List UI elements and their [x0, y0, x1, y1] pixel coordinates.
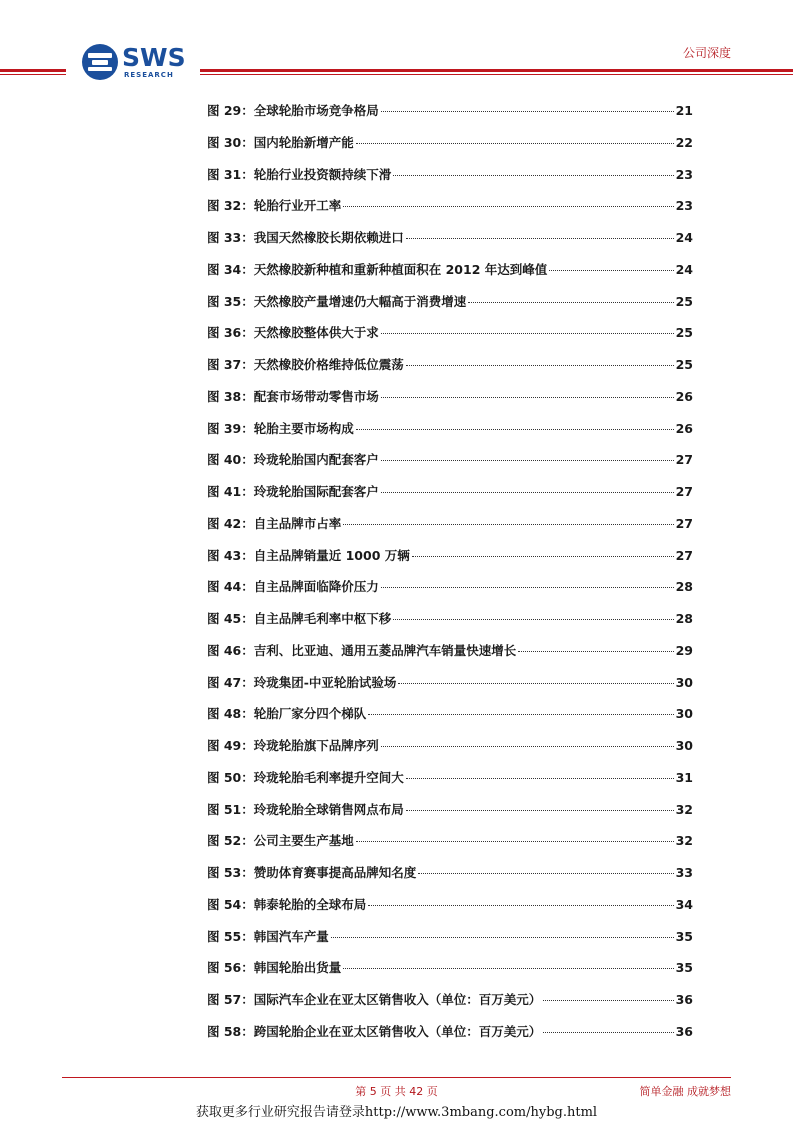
toc-entry-label: 图 40：玲珑轮胎国内配套客户 — [207, 452, 379, 468]
logo-text: SWS — [122, 43, 186, 72]
toc-entry-page: 21 — [675, 103, 693, 118]
toc-dot-leader — [368, 714, 673, 715]
toc-entry-label: 图 54：韩泰轮胎的全球布局 — [207, 896, 367, 912]
toc-entry-page: 26 — [675, 388, 693, 404]
toc-dot-leader — [381, 587, 674, 588]
toc-entry-label: 图 36：天然橡胶整体供大于求 — [207, 325, 379, 341]
toc-entry-page: 30 — [675, 738, 693, 753]
toc-dot-leader — [356, 429, 674, 430]
toc-entry-page: 23 — [675, 198, 693, 214]
toc-entry[interactable] — [207, 127, 693, 159]
toc-entry[interactable] — [207, 476, 693, 508]
toc-entry-page: 33 — [675, 865, 693, 880]
document-type: 公司深度 — [682, 46, 731, 60]
toc-entry-page: 28 — [675, 611, 693, 626]
toc-entry[interactable] — [207, 857, 693, 889]
toc-entry-label: 图 38：配套市场带动零售市场 — [207, 388, 379, 404]
toc-entry[interactable] — [207, 730, 693, 762]
toc-dot-leader — [518, 651, 673, 652]
toc-dot-leader — [356, 143, 674, 144]
toc-entry-page: 34 — [675, 896, 693, 912]
toc-entry-label: 图 41：玲珑轮胎国际配套客户 — [207, 484, 379, 499]
toc-entry[interactable] — [207, 317, 693, 349]
toc-entry[interactable] — [207, 286, 693, 318]
toc-entry-page: 27 — [675, 484, 693, 499]
download-notice: 获取更多行业研究报告请登录http://www.3mbang.com/hybg.html — [195, 1105, 598, 1120]
toc-entry[interactable] — [207, 698, 693, 730]
toc-entry[interactable] — [207, 159, 693, 191]
toc-entry-page: 27 — [675, 515, 693, 531]
toc-entry-page: 24 — [675, 261, 693, 277]
toc-dot-leader — [343, 524, 673, 525]
toc-dot-leader — [331, 937, 674, 938]
toc-entry-page: 32 — [675, 801, 693, 817]
toc-entry[interactable] — [207, 571, 693, 603]
toc-entry-label: 图 47：玲珑集团-中亚轮胎试验场 — [207, 674, 397, 690]
toc-dot-leader — [398, 683, 673, 684]
toc-dot-leader — [343, 968, 673, 969]
toc-entry-label: 图 57：国际汽车企业在亚太区销售收入（单位：百万美元） — [207, 992, 542, 1007]
toc-dot-leader — [356, 841, 674, 842]
toc-dot-leader — [406, 778, 674, 779]
toc-entry-label: 图 37：天然橡胶价格维持低位震荡 — [207, 357, 404, 372]
toc-entry-page: 25 — [675, 357, 693, 372]
page-number: 第 5 页 共 42 页 — [355, 1085, 438, 1098]
footer-rule — [62, 1077, 731, 1078]
footer-slogan: 简单金融 成就梦想 — [639, 1085, 731, 1098]
toc-dot-leader — [549, 270, 673, 271]
toc-entry[interactable] — [207, 540, 693, 572]
header-rule-left — [0, 69, 66, 72]
sws-logo-icon — [82, 44, 118, 80]
toc-dot-leader — [381, 333, 674, 334]
toc-entry-label: 图 30：国内轮胎新增产能 — [207, 134, 354, 150]
toc-entry[interactable] — [207, 825, 693, 857]
toc-entry-page: 35 — [675, 960, 693, 976]
toc-entry[interactable] — [207, 794, 693, 826]
toc-dot-leader — [381, 460, 674, 461]
toc-dot-leader — [543, 1000, 673, 1001]
toc-entry-page: 27 — [675, 452, 693, 468]
toc-entry-label: 图 49：玲珑轮胎旗下品牌序列 — [207, 738, 379, 753]
toc-entry[interactable] — [207, 1016, 693, 1048]
toc-entry-label: 图 39：轮胎主要市场构成 — [207, 420, 354, 436]
toc-entry[interactable] — [207, 984, 693, 1016]
toc-entry[interactable] — [207, 349, 693, 381]
toc-entry[interactable] — [207, 762, 693, 794]
toc-dot-leader — [418, 873, 673, 874]
page-header — [0, 0, 793, 90]
toc-entry-page: 27 — [675, 547, 693, 563]
toc-entry[interactable] — [207, 889, 693, 921]
toc-entry-label: 图 55：韩国汽车产量 — [207, 928, 329, 944]
toc-dot-leader — [381, 397, 674, 398]
toc-entry-page: 25 — [675, 293, 693, 309]
toc-entry-label: 图 46：吉利、比亚迪、通用五菱品牌汽车销量快速增长 — [207, 642, 517, 658]
toc-entry-page: 29 — [675, 642, 693, 658]
toc-entry-label: 图 48：轮胎厂家分四个梯队 — [207, 706, 367, 722]
toc-entry-page: 24 — [675, 230, 693, 245]
toc-entry[interactable] — [207, 381, 693, 413]
toc-entry[interactable] — [207, 190, 693, 222]
toc-entry-page: 25 — [675, 325, 693, 341]
toc-entry[interactable] — [207, 952, 693, 984]
toc-dot-leader — [393, 175, 673, 176]
toc-entry-label: 图 33：我国天然橡胶长期依赖进口 — [207, 230, 404, 245]
toc-dot-leader — [381, 111, 674, 112]
toc-entry-page: 30 — [675, 706, 693, 722]
toc-entry[interactable] — [207, 95, 693, 127]
toc-entry-label: 图 51：玲珑轮胎全球销售网点布局 — [207, 801, 404, 817]
toc-entry[interactable] — [207, 413, 693, 445]
toc-entry[interactable] — [207, 508, 693, 540]
toc-dot-leader — [406, 238, 674, 239]
toc-entry-label: 图 42：自主品牌市占率 — [207, 515, 342, 531]
toc-dot-leader — [381, 492, 674, 493]
header-rule-right — [200, 69, 793, 72]
sws-logo — [80, 44, 190, 82]
toc-dot-leader — [393, 619, 673, 620]
toc-entry-page: 28 — [675, 579, 693, 595]
toc-entry[interactable] — [207, 667, 693, 699]
toc-dot-leader — [381, 746, 674, 747]
toc-entry-page: 26 — [675, 420, 693, 436]
logo-subtext: RESEARCH — [124, 71, 174, 79]
toc-entry-label: 图 58：跨国轮胎企业在亚太区销售收入（单位：百万美元） — [207, 1023, 542, 1039]
toc-entry-page: 22 — [675, 134, 693, 150]
toc-entry-page: 32 — [675, 833, 693, 849]
toc-entry-label: 图 53：赞助体育赛事提高品牌知名度 — [207, 865, 417, 880]
toc-entry-page: 30 — [675, 674, 693, 690]
toc-entry[interactable] — [207, 254, 693, 286]
toc-entry[interactable] — [207, 635, 693, 667]
toc-dot-leader — [543, 1032, 673, 1033]
toc-dot-leader — [406, 810, 674, 811]
toc-entry-page: 31 — [675, 769, 693, 785]
toc-entry-label: 图 56：韩国轮胎出货量 — [207, 960, 342, 976]
toc-dot-leader — [368, 905, 673, 906]
toc-dot-leader — [343, 206, 673, 207]
toc-entry-label: 图 35：天然橡胶产量增速仍大幅高于消费增速 — [207, 293, 467, 309]
toc-entry-label: 图 43：自主品牌销量近 1000 万辆 — [207, 547, 410, 563]
toc-entry-page: 23 — [675, 166, 693, 182]
toc-entry-label: 图 29：全球轮胎市场竞争格局 — [207, 103, 379, 118]
figure-index — [207, 95, 693, 1048]
toc-entry-label: 图 44：自主品牌面临降价压力 — [207, 579, 379, 595]
toc-entry[interactable] — [207, 222, 693, 254]
toc-entry-page: 36 — [675, 1023, 693, 1039]
toc-dot-leader — [406, 365, 674, 366]
toc-entry[interactable] — [207, 921, 693, 953]
header-rule-left-thin — [0, 74, 66, 75]
toc-entry-label: 图 52：公司主要生产基地 — [207, 833, 354, 849]
toc-entry[interactable] — [207, 603, 693, 635]
header-rule-right-thin — [200, 74, 793, 75]
toc-entry-page: 36 — [675, 992, 693, 1007]
toc-entry-page: 35 — [675, 928, 693, 944]
toc-entry[interactable] — [207, 444, 693, 476]
toc-entry-label: 图 32：轮胎行业开工率 — [207, 198, 342, 214]
toc-dot-leader — [468, 302, 673, 303]
toc-entry-label: 图 34：天然橡胶新种植和重新种植面积在 2012 年达到峰值 — [207, 261, 548, 277]
toc-dot-leader — [412, 556, 674, 557]
toc-entry-label: 图 50：玲珑轮胎毛利率提升空间大 — [207, 769, 404, 785]
toc-entry-label: 图 45：自主品牌毛利率中枢下移 — [207, 611, 392, 626]
toc-entry-label: 图 31：轮胎行业投资额持续下滑 — [207, 166, 392, 182]
